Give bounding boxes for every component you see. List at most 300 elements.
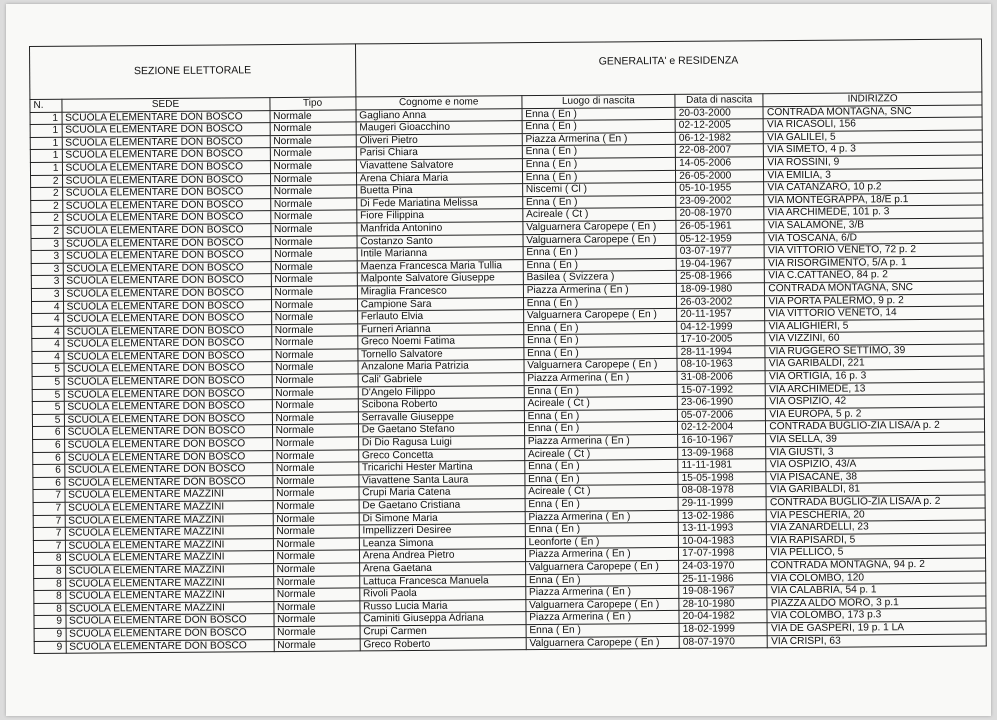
- cell-sede: SCUOLA ELEMENTARE DON BOSCO: [64, 375, 272, 389]
- cell-sede: SCUOLA ELEMENTARE DON BOSCO: [62, 173, 270, 187]
- cell-birthdate: 02-12-2005: [675, 119, 763, 132]
- general-title: GENERALITA' e RESIDENZA: [355, 39, 982, 97]
- cell-name: Maenza Francesca Maria Tullia: [357, 259, 523, 273]
- cell-birthplace: Enna ( En ): [523, 296, 677, 310]
- cell-tipo: Normale: [273, 538, 359, 551]
- cell-birthplace: Acireale ( Ct ): [525, 485, 679, 499]
- cell-number: 7: [33, 490, 65, 503]
- cell-address: VIA GIUSTI, 3: [766, 445, 985, 459]
- cell-birthdate: 23-09-2002: [676, 194, 764, 207]
- cell-name: Lattuca Francesca Manuela: [359, 574, 525, 588]
- col-header-birthdate: Data di nascita: [675, 94, 763, 107]
- cell-birthplace: Enna ( En ): [523, 321, 677, 335]
- table-group-header: [30, 39, 982, 99]
- cell-tipo: Normale: [271, 273, 357, 286]
- cell-number: 7: [33, 527, 65, 540]
- cell-number: 1: [30, 124, 62, 137]
- cell-birthdate: 31-08-2006: [677, 371, 765, 384]
- cell-sede: SCUOLA ELEMENTARE DON BOSCO: [66, 639, 274, 653]
- cell-birthdate: 19-08-1967: [679, 585, 767, 598]
- cell-name: Arena Gaetana: [359, 562, 525, 576]
- cell-sede: SCUOLA ELEMENTARE DON BOSCO: [62, 161, 270, 175]
- cell-tipo: Normale: [270, 160, 356, 173]
- cell-address: VIA C.CATTANEO, 84 p. 2: [765, 268, 984, 282]
- cell-birthdate: 23-06-1990: [677, 396, 765, 409]
- cell-sede: SCUOLA ELEMENTARE DON BOSCO: [64, 475, 272, 489]
- cell-name: Crupi Maria Catena: [359, 486, 525, 500]
- cell-tipo: Normale: [270, 110, 356, 123]
- cell-tipo: Normale: [272, 387, 358, 400]
- electoral-table-sheet: [29, 39, 987, 655]
- cell-birthdate: 11-11-1981: [678, 459, 766, 472]
- cell-name: Maugeri Gioacchino: [356, 121, 522, 135]
- cell-sede: SCUOLA ELEMENTARE MAZZINI: [65, 501, 273, 515]
- col-header-sede: SEDE: [61, 98, 269, 112]
- cell-tipo: Normale: [270, 223, 356, 236]
- cell-address: VIA PESCHERIA, 20: [767, 508, 986, 522]
- cell-birthplace: Enna ( En ): [523, 246, 677, 260]
- cell-tipo: Normale: [273, 601, 359, 614]
- cell-birthdate: 25-11-1986: [679, 572, 767, 585]
- cell-tipo: Normale: [271, 336, 357, 349]
- cell-address: VIA ZANARDELLI, 23: [767, 520, 986, 534]
- cell-birthplace: Piazza Armerina ( En ): [524, 434, 678, 448]
- cell-tipo: Normale: [270, 198, 356, 211]
- cell-birthdate: 19-04-1967: [676, 257, 764, 270]
- cell-number: 1: [30, 162, 62, 175]
- cell-address: VIA OSPIZIO, 43/A: [766, 457, 985, 471]
- cell-address: VIA DE GASPERI, 19 p. 1 LA: [767, 621, 986, 635]
- cell-birthplace: Enna ( En ): [525, 523, 679, 537]
- cell-birthplace: Enna ( En ): [522, 107, 676, 121]
- cell-birthplace: Piazza Armerina ( En ): [522, 132, 676, 146]
- cell-address: VIA GALILEI, 5: [764, 130, 983, 144]
- cell-number: 4: [32, 301, 64, 314]
- cell-address: VIA ROSSINI, 9: [764, 155, 983, 169]
- cell-birthplace: Leonforte ( En ): [525, 535, 679, 549]
- cell-sede: SCUOLA ELEMENTARE MAZZINI: [65, 564, 273, 578]
- cell-birthdate: 22-08-2007: [675, 144, 763, 157]
- cell-birthdate: 10-04-1983: [679, 535, 767, 548]
- cell-name: Malponte Salvatore Giuseppe: [357, 272, 523, 286]
- cell-address: VIA ARCHIMEDE, 13: [766, 382, 985, 396]
- cell-name: Greco Noemi Fatima: [358, 335, 524, 349]
- cell-name: Di Simone Maria: [359, 511, 525, 525]
- cell-address: VIA CRISPI, 63: [768, 634, 987, 648]
- cell-tipo: Normale: [272, 424, 358, 437]
- cell-sede: SCUOLA ELEMENTARE DON BOSCO: [62, 123, 270, 137]
- cell-number: 5: [32, 376, 64, 389]
- cell-birthplace: Enna ( En ): [525, 497, 679, 511]
- cell-sede: SCUOLA ELEMENTARE DON BOSCO: [64, 425, 272, 439]
- cell-birthplace: Enna ( En ): [524, 334, 678, 348]
- cell-tipo: Normale: [272, 462, 358, 475]
- cell-birthdate: 05-07-2006: [678, 409, 766, 422]
- cell-address: VIA GARIBALDI, 81: [766, 482, 985, 496]
- cell-birthplace: Enna ( En ): [522, 145, 676, 159]
- cell-tipo: Normale: [270, 185, 356, 198]
- cell-tipo: Normale: [271, 349, 357, 362]
- cell-birthdate: 17-07-1998: [679, 547, 767, 560]
- cell-birthplace: Enna ( En ): [526, 623, 680, 637]
- cell-number: 2: [31, 225, 63, 238]
- cell-birthplace: Enna ( En ): [525, 460, 679, 474]
- cell-birthplace: Valguarnera Caropepe ( En ): [523, 220, 677, 234]
- cell-birthdate: 13-09-1968: [678, 446, 766, 459]
- cell-number: 3: [31, 276, 63, 289]
- cell-sede: SCUOLA ELEMENTARE DON BOSCO: [62, 110, 270, 124]
- cell-tipo: Normale: [273, 487, 359, 500]
- cell-name: D'Angelo Filippo: [358, 385, 524, 399]
- document-page: [6, 4, 991, 716]
- cell-tipo: Normale: [273, 588, 359, 601]
- cell-birthplace: Enna ( En ): [522, 120, 676, 134]
- cell-address: VIA COLOMBO, 173 p.3: [767, 608, 986, 622]
- cell-birthdate: 15-07-1992: [677, 383, 765, 396]
- cell-name: De Gaetano Stefano: [358, 423, 524, 437]
- cell-sede: SCUOLA ELEMENTARE DON BOSCO: [63, 299, 271, 313]
- cell-birthplace: Enna ( En ): [525, 573, 679, 587]
- cell-birthplace: Valguarnera Caropepe ( En ): [526, 598, 680, 612]
- cell-address: VIA PORTA PALERMO, 9 p. 2: [765, 294, 984, 308]
- cell-address: VIA PISACANE, 38: [766, 470, 985, 484]
- cell-tipo: Normale: [273, 513, 359, 526]
- cell-birthdate: 25-08-1966: [676, 270, 764, 283]
- cell-birthdate: 08-07-1970: [679, 635, 767, 648]
- cell-name: Caminiti Giuseppa Adriana: [360, 612, 526, 626]
- cell-sede: SCUOLA ELEMENTARE MAZZINI: [65, 488, 273, 502]
- cell-address: VIA PELLICO, 5: [767, 545, 986, 559]
- cell-sede: SCUOLA ELEMENTARE DON BOSCO: [63, 287, 271, 301]
- cell-address: VIA VITTORIO VENETO, 72 p. 2: [764, 243, 983, 257]
- cell-name: Manfrida Antonino: [357, 222, 523, 236]
- cell-address: VIA MONTEGRAPPA, 18/E p.1: [764, 193, 983, 207]
- cell-birthdate: 20-11-1957: [677, 308, 765, 321]
- cell-name: Serravalle Giuseppe: [358, 410, 524, 424]
- cell-number: 6: [33, 477, 65, 490]
- cell-address: VIA VIZZINI, 60: [765, 331, 984, 345]
- cell-tipo: Normale: [272, 412, 358, 425]
- cell-tipo: Normale: [274, 626, 360, 639]
- col-header-name: Cognome e nome: [356, 96, 522, 110]
- cell-birthdate: 16-10-1967: [678, 434, 766, 447]
- cell-number: 2: [31, 200, 63, 213]
- cell-tipo: Normale: [270, 210, 356, 223]
- cell-tipo: Normale: [271, 248, 357, 261]
- cell-name: Intile Marianna: [357, 247, 523, 261]
- cell-name: Gagliano Anna: [356, 108, 522, 122]
- cell-sede: SCUOLA ELEMENTARE DON BOSCO: [63, 261, 271, 275]
- cell-name: Parisi Chiara: [356, 146, 522, 160]
- cell-name: De Gaetano Cristiana: [359, 499, 525, 513]
- cell-number: 3: [31, 288, 63, 301]
- cell-tipo: Normale: [272, 399, 358, 412]
- electoral-list-table: [29, 39, 987, 655]
- cell-number: 4: [32, 313, 64, 326]
- cell-number: 5: [32, 389, 64, 402]
- cell-address: VIA ALIGHIERI, 5: [765, 319, 984, 333]
- col-header-birthplace: Luogo di nascita: [522, 94, 676, 108]
- cell-sede: SCUOLA ELEMENTARE DON BOSCO: [64, 387, 272, 401]
- cell-birthdate: 13-11-1993: [678, 522, 766, 535]
- cell-birthplace: Niscemi ( Cl ): [522, 183, 676, 197]
- cell-name: Di Fede Mariatina Melissa: [356, 196, 522, 210]
- cell-sede: SCUOLA ELEMENTARE DON BOSCO: [64, 463, 272, 477]
- cell-birthplace: Enna ( En ): [522, 157, 676, 171]
- cell-sede: SCUOLA ELEMENTARE DON BOSCO: [63, 312, 271, 326]
- cell-birthdate: 17-10-2005: [677, 333, 765, 346]
- cell-sede: SCUOLA ELEMENTARE MAZZINI: [65, 576, 273, 590]
- cell-tipo: Normale: [270, 135, 356, 148]
- cell-sede: SCUOLA ELEMENTARE DON BOSCO: [62, 148, 270, 162]
- cell-address: VIA SIMETO, 4 p. 3: [764, 142, 983, 156]
- cell-tipo: Normale: [271, 324, 357, 337]
- cell-name: Tricarichi Hester Martina: [358, 461, 524, 475]
- cell-address: CONTRADA MONTAGNA, 94 p. 2: [767, 558, 986, 572]
- cell-name: Tornello Salvatore: [358, 347, 524, 361]
- cell-birthdate: 26-03-2002: [677, 295, 765, 308]
- cell-address: VIA CATANZARO, 10 p.2: [764, 180, 983, 194]
- cell-number: 8: [34, 590, 66, 603]
- cell-number: 9: [34, 628, 66, 641]
- cell-address: CONTRADA MONTAGNA, SNC: [763, 105, 982, 119]
- cell-tipo: Normale: [271, 298, 357, 311]
- cell-sede: SCUOLA ELEMENTARE MAZZINI: [65, 551, 273, 565]
- cell-birthplace: Acireale ( Ct ): [523, 208, 677, 222]
- cell-tipo: Normale: [271, 286, 357, 299]
- cell-tipo: Normale: [273, 563, 359, 576]
- cell-number: 2: [31, 175, 63, 188]
- cell-address: CONTRADA BUGLIO-ZIA LISA/A p. 2: [766, 495, 985, 509]
- cell-address: VIA RAPISARDI, 5: [767, 533, 986, 547]
- cell-address: CONTRADA MONTAGNA, SNC: [765, 281, 984, 295]
- cell-number: 6: [32, 427, 64, 440]
- cell-tipo: Normale: [272, 450, 358, 463]
- cell-sede: SCUOLA ELEMENTARE DON BOSCO: [63, 324, 271, 338]
- cell-birthplace: Piazza Armerina ( En ): [526, 611, 680, 625]
- cell-address: VIA ORTIGIA, 16 p. 3: [765, 369, 984, 383]
- cell-sede: SCUOLA ELEMENTARE MAZZINI: [65, 601, 273, 615]
- section-title: SEZIONE ELETTORALE: [30, 44, 356, 100]
- cell-number: 8: [34, 565, 66, 578]
- cell-number: 2: [31, 187, 63, 200]
- cell-birthplace: Valguarnera Caropepe ( En ): [524, 359, 678, 373]
- cell-sede: SCUOLA ELEMENTARE DON BOSCO: [62, 224, 270, 238]
- cell-number: 7: [33, 540, 65, 553]
- cell-birthdate: 02-12-2004: [678, 421, 766, 434]
- cell-birthplace: Acireale ( Ct ): [524, 397, 678, 411]
- cell-address: PIAZZA ALDO MORO, 3 p.1: [767, 596, 986, 610]
- cell-sede: SCUOLA ELEMENTARE DON BOSCO: [62, 198, 270, 212]
- cell-address: VIA GARIBALDI, 221: [765, 356, 984, 370]
- cell-birthdate: 20-03-2000: [675, 106, 763, 119]
- col-header-address: INDIRIZZO: [763, 92, 982, 106]
- cell-birthdate: 24-03-1970: [679, 560, 767, 573]
- cell-number: 7: [33, 502, 65, 515]
- cell-number: 8: [34, 578, 66, 591]
- cell-birthplace: Basilea ( Svizzera ): [523, 271, 677, 285]
- cell-sede: SCUOLA ELEMENTARE DON BOSCO: [63, 249, 271, 263]
- cell-address: VIA EMILIA, 3: [764, 168, 983, 182]
- cell-name: Viavattene Salvatore: [356, 159, 522, 173]
- cell-birthdate: 20-04-1982: [679, 610, 767, 623]
- cell-number: 5: [32, 401, 64, 414]
- cell-number: 3: [31, 250, 63, 263]
- cell-birthdate: 06-12-1982: [675, 132, 763, 145]
- cell-address: VIA OSPIZIO, 42: [766, 394, 985, 408]
- cell-name: Russo Lucia Maria: [360, 599, 526, 613]
- cell-number: 2: [31, 213, 63, 226]
- cell-number: 1: [30, 150, 62, 163]
- cell-name: Rivoli Paola: [359, 587, 525, 601]
- cell-number: 4: [32, 326, 64, 339]
- cell-tipo: Normale: [272, 374, 358, 387]
- cell-birthplace: Valguarnera Caropepe ( En ): [525, 560, 679, 574]
- cell-sede: SCUOLA ELEMENTARE DON BOSCO: [64, 438, 272, 452]
- cell-number: 5: [32, 414, 64, 427]
- cell-tipo: Normale: [270, 147, 356, 160]
- cell-sede: SCUOLA ELEMENTARE DON BOSCO: [66, 627, 274, 641]
- cell-name: Oliveri Pietro: [356, 133, 522, 147]
- cell-number: 3: [31, 238, 63, 251]
- cell-birthplace: Enna ( En ): [522, 170, 676, 184]
- cell-number: 5: [32, 364, 64, 377]
- cell-name: Greco Concetta: [358, 448, 524, 462]
- cell-tipo: Normale: [272, 437, 358, 450]
- cell-number: 1: [30, 137, 62, 150]
- cell-birthplace: Piazza Armerina ( En ): [525, 586, 679, 600]
- cell-name: Buetta Pina: [356, 184, 522, 198]
- cell-sede: SCUOLA ELEMENTARE DON BOSCO: [62, 135, 270, 149]
- cell-address: VIA ARCHIMEDE, 101 p. 3: [764, 205, 983, 219]
- cell-tipo: Normale: [270, 122, 356, 135]
- cell-number: 9: [34, 616, 66, 629]
- cell-birthplace: Enna ( En ): [525, 472, 679, 486]
- cell-name: Cali' Gabriele: [358, 373, 524, 387]
- cell-sede: SCUOLA ELEMENTARE DON BOSCO: [64, 412, 272, 426]
- cell-name: Miraglia Francesco: [357, 285, 523, 299]
- cell-tipo: Normale: [273, 550, 359, 563]
- cell-sede: SCUOLA ELEMENTARE DON BOSCO: [63, 274, 271, 288]
- cell-birthdate: 08-08-1978: [678, 484, 766, 497]
- cell-birthplace: Piazza Armerina ( En ): [523, 283, 677, 297]
- cell-tipo: Normale: [272, 361, 358, 374]
- cell-address: VIA CALABRIA, 54 p. 1: [767, 583, 986, 597]
- cell-name: Impellizzeri Desiree: [359, 524, 525, 538]
- col-header-number: N.: [30, 99, 62, 112]
- cell-birthplace: Valguarnera Caropepe ( En ): [526, 636, 680, 650]
- cell-birthplace: Enna ( En ): [522, 195, 676, 209]
- cell-tipo: Normale: [271, 261, 357, 274]
- cell-birthdate: 05-10-1955: [676, 182, 764, 195]
- cell-sede: SCUOLA ELEMENTARE MAZZINI: [65, 513, 273, 527]
- cell-number: 7: [33, 515, 65, 528]
- cell-sede: SCUOLA ELEMENTARE MAZZINI: [65, 526, 273, 540]
- cell-sede: SCUOLA ELEMENTARE DON BOSCO: [64, 362, 272, 376]
- cell-birthdate: 13-02-1986: [678, 509, 766, 522]
- cell-birthplace: Valguarnera Caropepe ( En ): [523, 309, 677, 323]
- cell-name: Di Dio Ragusa Luigi: [358, 436, 524, 450]
- cell-birthdate: 04-12-1999: [677, 320, 765, 333]
- cell-number: 8: [34, 603, 66, 616]
- cell-birthplace: Enna ( En ): [524, 422, 678, 436]
- cell-sede: SCUOLA ELEMENTARE DON BOSCO: [62, 211, 270, 225]
- cell-birthdate: 08-10-1963: [677, 358, 765, 371]
- cell-address: VIA RISORGIMENTO, 5/A p. 1: [765, 256, 984, 270]
- cell-birthplace: Valguarnera Caropepe ( En ): [523, 233, 677, 247]
- cell-number: 3: [31, 263, 63, 276]
- cell-name: Anzalone Maria Patrizia: [358, 360, 524, 374]
- cell-address: VIA TOSCANA, 6/D: [764, 231, 983, 245]
- cell-address: VIA VITTORIO VENETO, 14: [765, 306, 984, 320]
- cell-name: Ferlauto Elvia: [357, 310, 523, 324]
- cell-birthdate: 28-10-1980: [679, 597, 767, 610]
- cell-tipo: Normale: [271, 235, 357, 248]
- cell-sede: SCUOLA ELEMENTARE DON BOSCO: [63, 349, 271, 363]
- cell-name: Leanza Simona: [359, 536, 525, 550]
- cell-number: 6: [33, 464, 65, 477]
- cell-birthdate: 05-12-1959: [676, 232, 764, 245]
- cell-address: VIA SELLA, 39: [766, 432, 985, 446]
- cell-birthplace: Enna ( En ): [524, 409, 678, 423]
- cell-name: Arena Andrea Pietro: [359, 549, 525, 563]
- cell-tipo: Normale: [271, 311, 357, 324]
- cell-birthplace: Piazza Armerina ( En ): [525, 548, 679, 562]
- cell-sede: SCUOLA ELEMENTARE DON BOSCO: [63, 337, 271, 351]
- cell-name: Crupi Carmen: [360, 625, 526, 639]
- cell-birthdate: 26-05-1961: [676, 220, 764, 233]
- cell-birthdate: 03-07-1977: [676, 245, 764, 258]
- cell-sede: SCUOLA ELEMENTARE DON BOSCO: [63, 236, 271, 250]
- cell-sede: SCUOLA ELEMENTARE MAZZINI: [65, 589, 273, 603]
- cell-tipo: Normale: [274, 638, 360, 651]
- cell-number: 1: [30, 112, 62, 125]
- cell-birthplace: Enna ( En ): [524, 346, 678, 360]
- cell-tipo: Normale: [273, 525, 359, 538]
- cell-tipo: Normale: [270, 172, 356, 185]
- cell-name: Furneri Arianna: [357, 322, 523, 336]
- cell-name: Fiore Filippina: [357, 209, 523, 223]
- cell-address: CONTRADA BUGLIO-ZIA LISA/A p. 2: [766, 419, 985, 433]
- cell-birthdate: 18-02-1999: [679, 623, 767, 636]
- cell-sede: SCUOLA ELEMENTARE DON BOSCO: [62, 186, 270, 200]
- cell-address: VIA SALAMONE, 3/B: [764, 218, 983, 232]
- cell-birthdate: 20-08-1970: [676, 207, 764, 220]
- cell-name: Arena Chiara Maria: [356, 171, 522, 185]
- cell-address: VIA EUROPA, 5 p. 2: [766, 407, 985, 421]
- cell-address: VIA RUGGERO SETTIMO, 39: [765, 344, 984, 358]
- cell-birthplace: Enna ( En ): [523, 258, 677, 272]
- cell-name: Greco Roberto: [360, 637, 526, 651]
- cell-sede: SCUOLA ELEMENTARE MAZZINI: [65, 538, 273, 552]
- cell-name: Scibona Roberto: [358, 398, 524, 412]
- cell-number: 4: [32, 351, 64, 364]
- cell-name: Campione Sara: [357, 297, 523, 311]
- cell-sede: SCUOLA ELEMENTARE DON BOSCO: [64, 400, 272, 414]
- cell-sede: SCUOLA ELEMENTARE DON BOSCO: [64, 450, 272, 464]
- cell-number: 6: [33, 439, 65, 452]
- col-header-tipo: Tipo: [269, 97, 355, 110]
- cell-birthdate: 14-05-2006: [676, 157, 764, 170]
- cell-address: VIA COLOMBO, 120: [767, 571, 986, 585]
- cell-name: Costanzo Santo: [357, 234, 523, 248]
- cell-sede: SCUOLA ELEMENTARE DON BOSCO: [65, 614, 273, 628]
- cell-tipo: Normale: [273, 500, 359, 513]
- cell-number: 6: [33, 452, 65, 465]
- cell-birthdate: 18-09-1980: [677, 283, 765, 296]
- cell-number: 4: [32, 339, 64, 352]
- cell-birthdate: 28-11-1994: [677, 346, 765, 359]
